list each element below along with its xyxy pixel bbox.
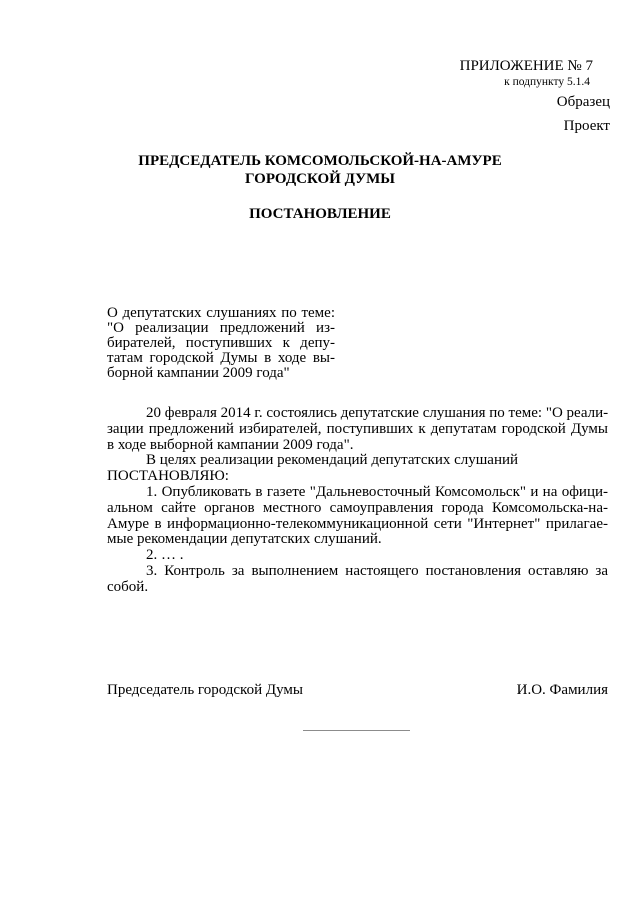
body-line: в ходе выборной кампании 2009 года". <box>107 436 354 453</box>
signatory-position: Председатель городской Думы <box>107 682 303 698</box>
subject-line: борной кампании 2009 года" <box>107 365 290 381</box>
signatory-name: И.О. Фамилия <box>516 682 608 698</box>
footer-divider <box>303 730 410 731</box>
document-body <box>107 406 608 596</box>
sample-label: Образец <box>556 94 610 110</box>
issuer-heading-line-2: ГОРОДСКОЙ ДУМЫ <box>245 171 395 187</box>
body-line: В целях реализации рекомендаций депутатских слушаний <box>146 452 519 469</box>
resolution-keyword: ПОСТАНОВЛЯЮ: <box>107 468 229 485</box>
subject-line: бирателей, поступивших к депу- <box>107 335 335 351</box>
document-title: ПОСТАНОВЛЕНИЕ <box>249 206 391 222</box>
project-label: Проект <box>563 118 610 134</box>
body-line: 20 февраля 2014 г. состоялись депутатские слушания по теме: "О реали- <box>146 405 609 421</box>
subject-line: О депутатских слушаниях по теме: <box>107 305 335 321</box>
body-line: 1. Опубликовать в газете "Дальневосточный Комсомольск" и на офици- <box>146 483 608 500</box>
body-line: Амуре в информационно-телекоммуникационной сети "Интернет" прилагае- <box>107 515 608 532</box>
body-line: зации предложений избирателей, поступивших к депутатам городской Думы <box>107 420 608 437</box>
body-line: 3. Контроль за выполнением настоящего постановления оставляю за <box>146 562 608 579</box>
body-line: мые рекомендации депутатских слушаний. <box>107 531 382 548</box>
body-line: собой. <box>107 578 149 595</box>
appendix-title: ПРИЛОЖЕНИЕ № 7 <box>459 58 593 74</box>
body-line: альном сайте органов местного самоуправления города Комсомольска-на- <box>107 499 608 516</box>
subject-block <box>107 306 335 381</box>
subject-line: татам городской Думы в ходе вы- <box>107 350 335 366</box>
appendix-subtitle: к подпункту 5.1.4 <box>504 76 590 88</box>
issuer-heading-line-1: ПРЕДСЕДАТЕЛЬ КОМСОМОЛЬСКОЙ-НА-АМУРЕ <box>138 153 502 169</box>
subject-line: "О реализации предложений из- <box>107 320 335 336</box>
body-line: 2. … . <box>146 547 184 564</box>
